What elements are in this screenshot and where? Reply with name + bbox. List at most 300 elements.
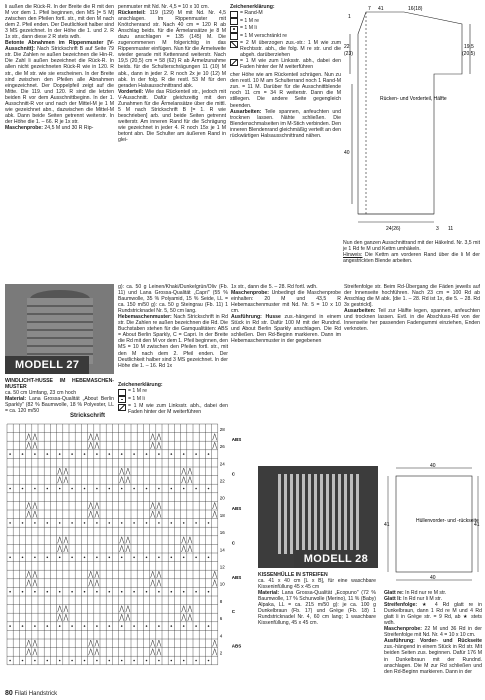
slip-stitch-mark — [33, 502, 37, 509]
m28-column-2 — [384, 590, 482, 675]
purl-dot — [133, 557, 135, 559]
purl-dot — [59, 522, 61, 524]
stripe — [314, 474, 317, 554]
column-3-top — [230, 4, 341, 139]
column-1-top — [5, 4, 114, 131]
stripe — [296, 474, 299, 554]
paragraph-heading: Ausführung: Husse — [231, 314, 281, 321]
symbol-key — [230, 10, 341, 70]
slip-stitch-mark — [89, 580, 93, 587]
purl-dot — [22, 660, 24, 662]
purl-dot — [109, 453, 111, 455]
purl-dot — [109, 660, 111, 662]
paragraph-heading: Ausarbeiten: — [230, 108, 262, 115]
purl-dot — [146, 488, 148, 490]
slip-stitch-mark — [182, 614, 186, 621]
text-paragraph: Ausführung: Vorder- und Rückseite zus.-hängend in einem Stück in Rd str. Mit beiden Seiten zus. beginnen. Dafür 176 M in Dunkelbraun mit der Rundnd. anschlagen. Die M zur Rd schließen und den Rd-Beginn markieren. Dann in der — [384, 638, 482, 675]
slip-stitch-mark — [33, 640, 37, 647]
purl-dot — [9, 488, 11, 490]
stitch-symbol-icon — [118, 404, 126, 411]
purl-dot — [121, 557, 123, 559]
schema-b1: 1 — [348, 14, 351, 20]
slip-stitch-mark — [120, 545, 124, 552]
text-paragraph: Material: Lana Grossa-Qualität „About Berlin Sparkly" (82 % Baumwolle, 18 % Polyester, LL = ca. 120 m/50 — [5, 396, 114, 415]
purl-dot — [34, 557, 36, 559]
text-paragraph — [5, 378, 114, 390]
slip-stitch-mark — [89, 442, 93, 449]
purl-dot — [121, 625, 123, 627]
slip-stitch-mark — [213, 511, 217, 518]
m27-column-2 — [118, 284, 228, 369]
page-footer — [5, 690, 57, 697]
text-paragraph: ca. 41 x 40 cm [L x B], für eine waschbare Kisseninfüllung 45 x 45 cm — [258, 578, 376, 591]
purl-dot — [47, 557, 49, 559]
chart-row-number: 24 — [219, 461, 225, 467]
key-entry — [230, 25, 341, 33]
key-text: = 1 M re — [240, 17, 259, 24]
purl-dot — [22, 522, 24, 524]
slip-stitch-mark — [151, 511, 155, 518]
slip-stitch-mark — [151, 442, 155, 449]
key-text: = 1 M li — [128, 395, 145, 402]
purl-dot — [22, 488, 24, 490]
purl-dot — [22, 557, 24, 559]
stitch-symbol-icon — [118, 389, 126, 396]
slip-stitch-mark — [151, 640, 155, 647]
key-text: = Rand-M — [240, 10, 263, 17]
stripe — [290, 474, 293, 554]
purl-dot — [195, 591, 197, 593]
key-entry — [230, 33, 341, 41]
purl-dot — [171, 453, 173, 455]
chart-row-number: 20 — [219, 495, 225, 501]
text-paragraph: Ausarbeiten: Teile spannen, anfeuchten und trocknen lassen. Nähte schließen. Die Blendenschmalseiten im M-Stich verbinden. Den inneren Blendenrand gleichmäßig verteilt an den rückwärtigen Halsausschnittrand nähen. — [230, 108, 341, 139]
slip-stitch-mark — [188, 468, 192, 475]
schema-b2: 22 — [344, 44, 350, 50]
purl-dot — [96, 488, 98, 490]
slip-stitch-mark — [58, 537, 62, 544]
slip-stitch-mark — [188, 606, 192, 613]
symbol-key-2 — [118, 388, 228, 415]
chart-row-number: 6 — [219, 616, 223, 622]
stripe — [344, 474, 347, 554]
stitch-symbol-icon — [230, 59, 238, 66]
purl-dot — [96, 591, 98, 593]
purl-dot — [146, 625, 148, 627]
sweater-schematic — [344, 4, 482, 236]
purl-dot — [22, 453, 24, 455]
purl-dot — [9, 453, 11, 455]
schema-label: Rücken- und Vorderteil, Hälfte — [380, 96, 447, 102]
purl-dot — [22, 625, 24, 627]
key-text: = 1 M li — [240, 25, 257, 32]
purl-dot — [171, 660, 173, 662]
key-text: = 2 M überzogen zus.-str.: 1 M wie zum Rechtsstr. abh., die folg. M re str. und die abgeh. darüberziehen — [240, 40, 341, 59]
purl-dot — [146, 557, 148, 559]
purl-dot — [34, 522, 36, 524]
text-paragraph: Ausführung: Husse zus.-hängend in einem Stück in Rd str. Dafür 100 M mit der Rundnd. und About Berlin Sparkly anschlagen. Die Rd schließen. Den Rd-Beginn markieren. Dann im Hebemaschenmuster in der gegebenen — [231, 314, 341, 345]
slip-stitch-mark — [151, 502, 155, 509]
key-title: Zeichenerklärung: — [230, 4, 275, 10]
purl-dot — [47, 625, 49, 627]
paragraph-heading: Material: — [258, 590, 280, 597]
schema-mid: 40 — [344, 150, 350, 156]
text-paragraph: Glatt re: In Rd nur re M str. — [384, 590, 447, 596]
purl-dot — [59, 453, 61, 455]
slip-stitch-mark — [120, 614, 124, 621]
chart-row-number: 8 — [219, 598, 223, 604]
purl-dot — [121, 522, 123, 524]
text-paragraph: cher Höhe wie am Rückenteil schrägen. Nun zu den restl. 10 M am Schulterrand noch 1 Rand-M zun. = 11 M. Darüber für die Ausschnittblende noch 11 cm = 34 R weiterstr. Dann die M stillegen. Die andere Seite gegengleich beenden. — [230, 72, 341, 109]
purl-dot — [133, 625, 135, 627]
paragraph-heading: WINDLICHT-HUSSE IM HEBEMASCHEN-MUSTER — [5, 378, 114, 391]
purl-dot — [195, 488, 197, 490]
slip-stitch-mark — [157, 434, 161, 441]
chart-row-number: 4 — [219, 633, 223, 639]
slip-stitch-mark — [213, 442, 217, 449]
paragraph-heading: Hebemaschenmuster: — [118, 314, 172, 321]
paragraph-heading: Glatt li: — [384, 596, 402, 603]
chart-row-number: 14 — [219, 547, 225, 553]
purl-dot — [34, 625, 36, 627]
slip-stitch-mark — [126, 614, 130, 621]
kissen-bottom: 40 — [430, 575, 436, 581]
slip-stitch-mark — [188, 614, 192, 621]
kissen-right: 41 — [474, 522, 480, 528]
purl-dot — [146, 660, 148, 662]
purl-dot — [71, 660, 73, 662]
m27-column-3 — [231, 284, 341, 344]
stitch-symbol-icon — [230, 33, 238, 40]
chart-title: Strickschrift — [70, 413, 106, 419]
schema-right2: (20,5) — [462, 51, 476, 57]
slip-stitch-mark — [182, 545, 186, 552]
text-paragraph: Hebemaschenmuster: Nach Strickschrift in Rd str. Die Zahlen re außen bezeichnen die Rd. Die Buchstaben stehen für die Garnqualitäten: ABS = About Berlin Sparkly, C = Capri. In der Breite die Rd mit den M vor dem 1. Pfeil beginnen, den MS = 10 M zwischen den Pfeilen fortl. str., mit den M nach dem 2. Pfeil enden. Der Deutlichkeit halber sind 3 MS gezeichnet. In der Höhe die 1. – 16. Rd 1x — [118, 314, 229, 369]
purl-dot — [171, 591, 173, 593]
kissen-photo — [258, 466, 378, 568]
stripe — [320, 474, 323, 554]
slip-stitch-mark — [27, 580, 31, 587]
slip-stitch-mark — [157, 502, 161, 509]
key2-title: Zeichenerklärung: — [118, 382, 163, 388]
chart-row-number: 16 — [219, 530, 225, 536]
text-paragraph: Streifenfolge: ★ 4 Rd glatt re in Dunkelbraun, dann 1 Rd re M und 4 Rd glatt li in Grége str. = 9 Rd, ab ★ stets wdh. — [384, 602, 482, 627]
chart-yarn-letter: ABS — [231, 506, 242, 511]
purl-dot — [133, 660, 135, 662]
purl-dot — [9, 557, 11, 559]
slip-stitch-mark — [157, 640, 161, 647]
key-entry — [230, 58, 341, 70]
chart-row-number: 2 — [219, 650, 223, 656]
purl-dot — [71, 557, 73, 559]
purl-dot — [71, 453, 73, 455]
kissen-left: 41 — [384, 522, 390, 528]
slip-stitch-mark — [157, 571, 161, 578]
slip-stitch-mark — [126, 545, 130, 552]
magazine-title: Filati Handstrick — [14, 691, 58, 697]
purl-dot — [133, 591, 135, 593]
purl-dot — [34, 488, 36, 490]
slip-stitch-mark — [188, 537, 192, 544]
text-paragraph: li außen die Rück-R. In der Breite die R mit den M vor dem 1. Pfeil beginnen, den MS [= 5 M] zwischen den Pfeilen fortl. str., mit den M nach dem 2. Pfeil enden. Der Deutlichkeit halber sind 3 MS gezeichnet. In der Höhe die 1. und 2. R 1x str., dann diese 2 R stets wdh. — [5, 4, 114, 41]
slip-stitch-mark — [89, 649, 93, 656]
slip-stitch-mark — [126, 468, 130, 475]
slip-stitch-mark — [120, 537, 124, 544]
column-2-top — [118, 4, 226, 143]
purl-dot — [183, 625, 185, 627]
slip-stitch-mark — [126, 477, 130, 484]
stripe — [326, 474, 329, 554]
purl-dot — [208, 488, 210, 490]
purl-dot — [34, 453, 36, 455]
slip-stitch-mark — [157, 511, 161, 518]
modell-28-label: MODELL 28 — [294, 550, 378, 568]
purl-dot — [71, 625, 73, 627]
purl-dot — [47, 660, 49, 662]
purl-dot — [146, 453, 148, 455]
purl-dot — [84, 453, 86, 455]
purl-dot — [59, 557, 61, 559]
m27-key — [118, 382, 228, 415]
text-paragraph: ca. 50 cm Umfang, 23 cm hoch — [5, 390, 77, 397]
chart-yarn-letter: C — [231, 471, 236, 477]
modell-27-label: MODELL 27 — [5, 356, 89, 374]
text-paragraph: g): ca. 50 g Leinen/Khaki/Dunkelgrün/Oliv (Fb. 11) und Lana Grossa-Qualität „Capri" (55 % Baumwolle, 35 % Polyamid, 15 % Seide, LL = ca. 150 m/50 g): ca. 50 g Steingrau (Fb. 11) 1 Rundstricknadel Nr. 5, 50 cm lang. — [118, 284, 228, 315]
column-4-text — [343, 240, 480, 264]
purl-dot — [171, 557, 173, 559]
slip-stitch-mark — [182, 537, 186, 544]
purl-dot — [158, 453, 160, 455]
paragraph-heading: Betonte Abnahmen im Rippenmuster [V-Ausschnitt]: — [5, 40, 114, 53]
purl-dot — [109, 625, 111, 627]
slip-stitch-mark — [64, 537, 68, 544]
m27-column-1 — [5, 378, 114, 414]
purl-dot — [59, 488, 61, 490]
slip-stitch-mark — [95, 434, 99, 441]
chart-yarn-letter: C — [231, 609, 236, 615]
slip-stitch-mark — [213, 434, 217, 441]
stripe — [356, 474, 359, 554]
chart-yarn-letter: ABS — [231, 437, 242, 443]
text-paragraph: penmuster mit Nd. Nr. 4,5 = 10 x 10 cm. — [118, 4, 209, 10]
slip-stitch-mark — [182, 468, 186, 475]
slip-stitch-mark — [58, 468, 62, 475]
purl-dot — [195, 625, 197, 627]
text-paragraph: Maschenprobe: Unbedingt die Maschenprobe einhalten: 20 M und 43,5 R Hebemaschenmuster mit Nd. Nr. 5 = 10 x 10 cm. — [231, 290, 341, 315]
text-paragraph: Rückenteil: 119 (129) M mit Nd. Nr. 4,5 anschlagen. Im Rippenmuster mit Knötchenrand str. Nach 40 cm = 120 R ab Anschlag beids. für die Ärmelansätze je 8 M dazu anschlagen = 135 (145) M. Die zugenommenen M folgerichtig in das Rippenmuster einfügen. Nun für die Ärmelweite wieder gerade mit Kettenrand weiterstr. Nach 19,5 (20,5) cm = 58 (62) R ab Ärmelzunahme beids. für die Schulterschrägungen 11 (10) M abk., dann in jeder 2. R noch 2x je 10 (12) M abk. In der folg. R die restl. 53 M für den geraden Halsausschnittrand abk. — [118, 10, 227, 89]
slip-stitch-mark — [64, 606, 68, 613]
text-paragraph: Material: Lana Grossa-Qualität „Ecopuno" (72 % Baumwolle, 17 % Schurwolle (Merino), 11 % (Baby) Alpaka, LL = ca. 215 m/50 g): je ca. 100 g Dunkelbraun (Fb. 17) und Grége (Fb. 18) 1 Rundstricknadel Nr. 4, 60 cm lang; 1 waschbare Kissenfüllung, 45 x 45 cm. — [258, 590, 376, 627]
slip-stitch-mark — [120, 468, 124, 475]
purl-dot — [158, 557, 160, 559]
purl-dot — [96, 453, 98, 455]
windlicht-photo — [5, 284, 114, 374]
purl-dot — [84, 625, 86, 627]
purl-dot — [109, 488, 111, 490]
slip-stitch-mark — [95, 502, 99, 509]
purl-dot — [71, 488, 73, 490]
key-entry — [230, 10, 341, 18]
slip-stitch-mark — [27, 511, 31, 518]
slip-stitch-mark — [58, 614, 62, 621]
purl-dot — [171, 625, 173, 627]
purl-dot — [146, 591, 148, 593]
slip-stitch-mark — [120, 477, 124, 484]
purl-dot — [146, 522, 148, 524]
chart-row-number: 26 — [219, 444, 225, 450]
slip-stitch-mark — [95, 511, 99, 518]
purl-dot — [22, 591, 24, 593]
slip-stitch-mark — [120, 606, 124, 613]
stitch-symbol-icon — [230, 18, 238, 25]
kissen-schematic — [384, 462, 482, 584]
slip-stitch-mark — [213, 580, 217, 587]
stitch-symbol-icon — [230, 11, 238, 18]
purl-dot — [183, 522, 185, 524]
slip-stitch-mark — [27, 649, 31, 656]
slip-stitch-mark — [27, 571, 31, 578]
stitch-symbol-icon — [230, 26, 238, 33]
slip-stitch-mark — [89, 502, 93, 509]
slip-stitch-mark — [33, 649, 37, 656]
schema-bottom2: 3 — [436, 226, 439, 232]
purl-dot — [183, 557, 185, 559]
purl-dot — [96, 557, 98, 559]
schema-bottom: 24(26) — [386, 226, 401, 232]
slip-stitch-mark — [126, 606, 130, 613]
slip-stitch-mark — [182, 606, 186, 613]
purl-dot — [121, 660, 123, 662]
text-paragraph: Vorderteil: Wie das Rückenteil str., jedoch mit V-Ausschnitt. Dafür gleichzeitig mit den Zunahmen für die Ärmelansätze über die mittl. 5 M nach Strickschrift B [= 1. R wie beschrieben] arb. und beide Seiten getrennt weiterstr. Am inneren Rand für die Schrägung wie gezeichnet in jeder 4. R noch 15x je 1 M betont abn. Die Schulter am äußeren Rand in glei- — [118, 88, 226, 144]
stripe — [338, 474, 341, 554]
purl-dot — [121, 488, 123, 490]
purl-dot — [158, 488, 160, 490]
slip-stitch-mark — [213, 502, 217, 509]
text-paragraph: Nun den ganzen Ausschnittrand mit der Häkelnd. Nr. 3,5 mit je 1 Rd fe M und Kettm umhäkeln. — [343, 240, 480, 253]
purl-dot — [195, 557, 197, 559]
slip-stitch-mark — [95, 571, 99, 578]
paragraph-heading: Rückenteil: — [118, 10, 146, 17]
paragraph-heading: Ausführung: Vorder- und Rückseite — [384, 638, 482, 645]
slip-stitch-mark — [95, 580, 99, 587]
slip-stitch-mark — [89, 640, 93, 647]
purl-dot — [84, 660, 86, 662]
note-heading: Hinweis: — [343, 252, 363, 259]
purl-dot — [158, 522, 160, 524]
column-3-body — [230, 72, 341, 139]
slip-stitch-mark — [27, 502, 31, 509]
chart-row-number: 12 — [219, 564, 225, 570]
slip-stitch-mark — [182, 477, 186, 484]
stripe — [332, 474, 335, 554]
slip-stitch-mark — [188, 477, 192, 484]
purl-dot — [109, 557, 111, 559]
purl-dot — [208, 522, 210, 524]
slip-stitch-mark — [58, 545, 62, 552]
purl-dot — [133, 453, 135, 455]
paragraph-heading: Streifenfolge: — [384, 602, 418, 609]
key-entry — [230, 40, 341, 58]
slip-stitch-mark — [95, 640, 99, 647]
purl-dot — [34, 660, 36, 662]
slip-stitch-mark — [89, 434, 93, 441]
purl-dot — [84, 557, 86, 559]
slip-stitch-mark — [213, 640, 217, 647]
slip-stitch-mark — [151, 434, 155, 441]
slip-stitch-mark — [58, 606, 62, 613]
purl-dot — [158, 591, 160, 593]
paragraph-heading: Ausarbeiten: — [344, 308, 376, 315]
chart-yarn-letter: C — [231, 540, 236, 546]
text-paragraph: Betonte Abnahmen im Rippenmuster [V-Ausschnitt]: Nach Strickschrift B auf Seite 79 str. Die Zahlen re außen bezeichnen die Hin-R. Die Zahl li außen bezeichnet die Rück-R. In allen nicht gezeichneten Rück-R wie in 120. R str., die M str. wie sie erscheinen. In der Breite sind zwischen den Pfeilen alle Abnahmen eingezeichnet. Der Doppelpfeil zeigt auf die Mitte. Die 119. und 120. R sind die letzten beiden R vor dem Ausschnittbeginn. In der 1. Ausschnitt-R vor und nach der Mittel-M je 1 M wie gezeichnet abn., dazwischen die Mittel-M abk. Dann beide Seiten getrennt weiterstr. In der Höhe die 1. – 66. R je 1x str. — [5, 40, 114, 125]
slip-stitch-mark — [58, 477, 62, 484]
purl-dot — [208, 453, 210, 455]
purl-dot — [96, 660, 98, 662]
slip-stitch-mark — [33, 434, 37, 441]
chart-row-number: 22 — [219, 478, 225, 484]
key-text: = 1 M verschränkt re — [240, 32, 287, 39]
schematic-outline — [358, 12, 462, 214]
purl-dot — [84, 591, 86, 593]
slip-stitch-mark — [89, 571, 93, 578]
slip-stitch-mark — [33, 580, 37, 587]
chart-row-number: 18 — [219, 512, 225, 518]
stripe — [278, 474, 281, 554]
purl-dot — [183, 660, 185, 662]
purl-dot — [121, 453, 123, 455]
purl-dot — [47, 522, 49, 524]
slip-stitch-mark — [27, 640, 31, 647]
purl-dot — [84, 522, 86, 524]
schema-w2: 41 — [378, 6, 384, 12]
paragraph-heading: Maschenprobe: — [231, 290, 269, 297]
purl-dot — [96, 625, 98, 627]
chart-row-number: 28 — [219, 426, 225, 432]
slip-stitch-mark — [188, 545, 192, 552]
purl-dot — [195, 522, 197, 524]
slip-stitch-mark — [151, 571, 155, 578]
slip-stitch-mark — [33, 511, 37, 518]
purl-dot — [47, 488, 49, 490]
slip-stitch-mark — [27, 442, 31, 449]
slip-stitch-mark — [64, 468, 68, 475]
slip-stitch-mark — [157, 649, 161, 656]
purl-dot — [59, 625, 61, 627]
slip-stitch-mark — [157, 442, 161, 449]
chart-yarn-letter: ABS — [231, 574, 242, 580]
kissen-top: 40 — [430, 463, 436, 469]
stripe — [350, 474, 353, 554]
purl-dot — [47, 453, 49, 455]
slip-stitch-mark — [64, 477, 68, 484]
paragraph-heading: Material: — [5, 396, 27, 403]
chart-yarn-letter: ABS — [231, 643, 242, 649]
purl-dot — [183, 488, 185, 490]
schema-b3: (23) — [344, 51, 353, 57]
page-number: 80 — [5, 690, 13, 697]
schema-w1: 7 — [368, 6, 371, 12]
slip-stitch-mark — [89, 511, 93, 518]
purl-dot — [59, 591, 61, 593]
purl-dot — [71, 591, 73, 593]
slip-stitch-mark — [157, 580, 161, 587]
purl-dot — [208, 625, 210, 627]
schema-bottom3: 11 — [448, 226, 454, 232]
purl-dot — [47, 591, 49, 593]
purl-dot — [34, 591, 36, 593]
slip-stitch-mark — [213, 649, 217, 656]
purl-dot — [59, 660, 61, 662]
